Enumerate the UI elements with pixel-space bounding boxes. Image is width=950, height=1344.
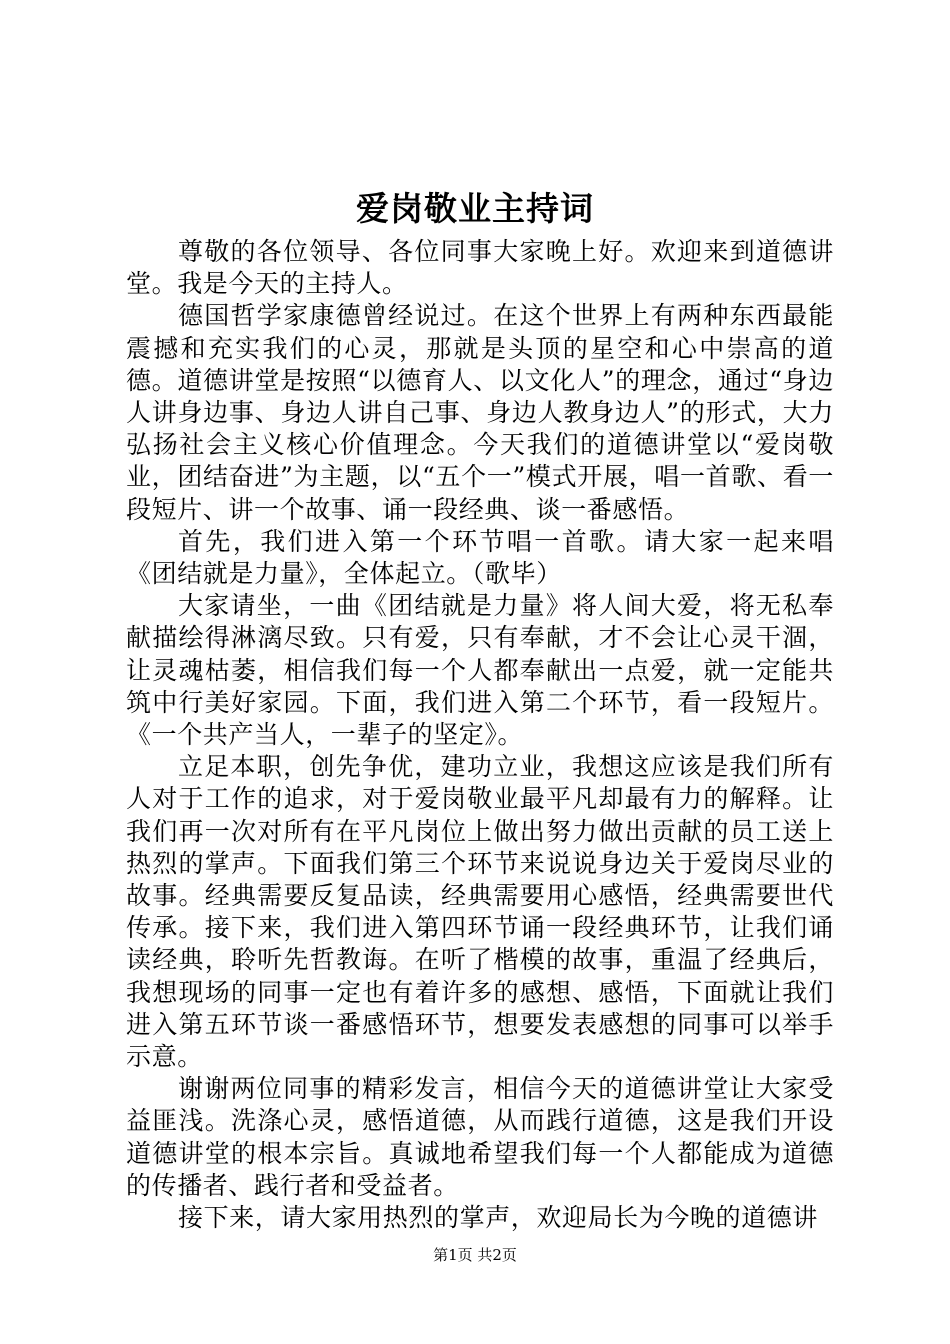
paragraph-greeting: 尊敬的各位领导、各位同事大家晚上好。欢迎来到道德讲堂。我是今天的主持人。 bbox=[126, 237, 834, 299]
document-title: 爱岗敬业主持词 bbox=[356, 189, 594, 228]
paragraph-closing: 接下来，请大家用热烈的掌声，欢迎局长为今晚的道德讲 bbox=[178, 1203, 819, 1233]
page-number-footer: 第1页 共2页 bbox=[433, 1246, 517, 1264]
document-body bbox=[126, 236, 834, 1234]
paragraph-second-segment: 大家请坐，一曲《团结就是力量》将人间大爱，将无私奉献描绘得淋漓尽致。只有爱，只有奉献，才不会让心灵干涸，让灵魂枯萎，相信我们每一个人都奉献出一点爱，就一定能共筑中行美好家园。下面，我们进入第二个环节，看一段短片。《一个共产当人，一辈子的坚定》。 bbox=[126, 591, 834, 750]
paragraph-kant-quote: 德国哲学家康德曾经说过。在这个世界上有两种东西最能震撼和充实我们的心灵，那就是头顶的星空和心中崇高的道德。道德讲堂是按照“以德育人、以文化人”的理念，通过“身边人讲身边事、身边人讲自己事、身边人教身边人”的形式，大力弘扬社会主义核心价值理念。今天我们的道德讲堂以“爱岗敬业，团结奋进”为主题，以“五个一”模式开展，唱一首歌、看一段短片、讲一个故事、诵一段经典、谈一番感悟。 bbox=[126, 301, 834, 524]
paragraph-segments-three-to-five: 立足本职，创先争优，建功立业，我想这应该是我们所有人对于工作的追求，对于爱岗敬业最平凡却最有力的解释。让我们再一次对所有在平凡岗位上做出努力做出贡献的员工送上热烈的掌声。下面我们第三个环节来说说身边关于爱岗尽业的故事。经典需要反复品读，经典需要用心感悟，经典需要世代传承。接下来，我们进入第四环节诵一段经典环节，让我们诵读经典，聆听先哲教诲。在听了楷模的故事，重温了经典后，我想现场的同事一定也有着许多的感想、感悟，下面就让我们进入第五环节谈一番感悟环节，想要发表感想的同事可以举手示意。 bbox=[126, 752, 834, 1072]
paragraph-thanks: 谢谢两位同事的精彩发言，相信今天的道德讲堂让大家受益匪浅。洗涤心灵，感悟道德，从而践行道德，这是我们开设道德讲堂的根本宗旨。真诚地希望我们每一个人都能成为道德的传播者、践行者和受益者。 bbox=[126, 1074, 834, 1200]
paragraph-first-segment: 首先，我们进入第一个环节唱一首歌。请大家一起来唱《团结就是力量》，全体起立。（歌毕） bbox=[126, 526, 834, 589]
